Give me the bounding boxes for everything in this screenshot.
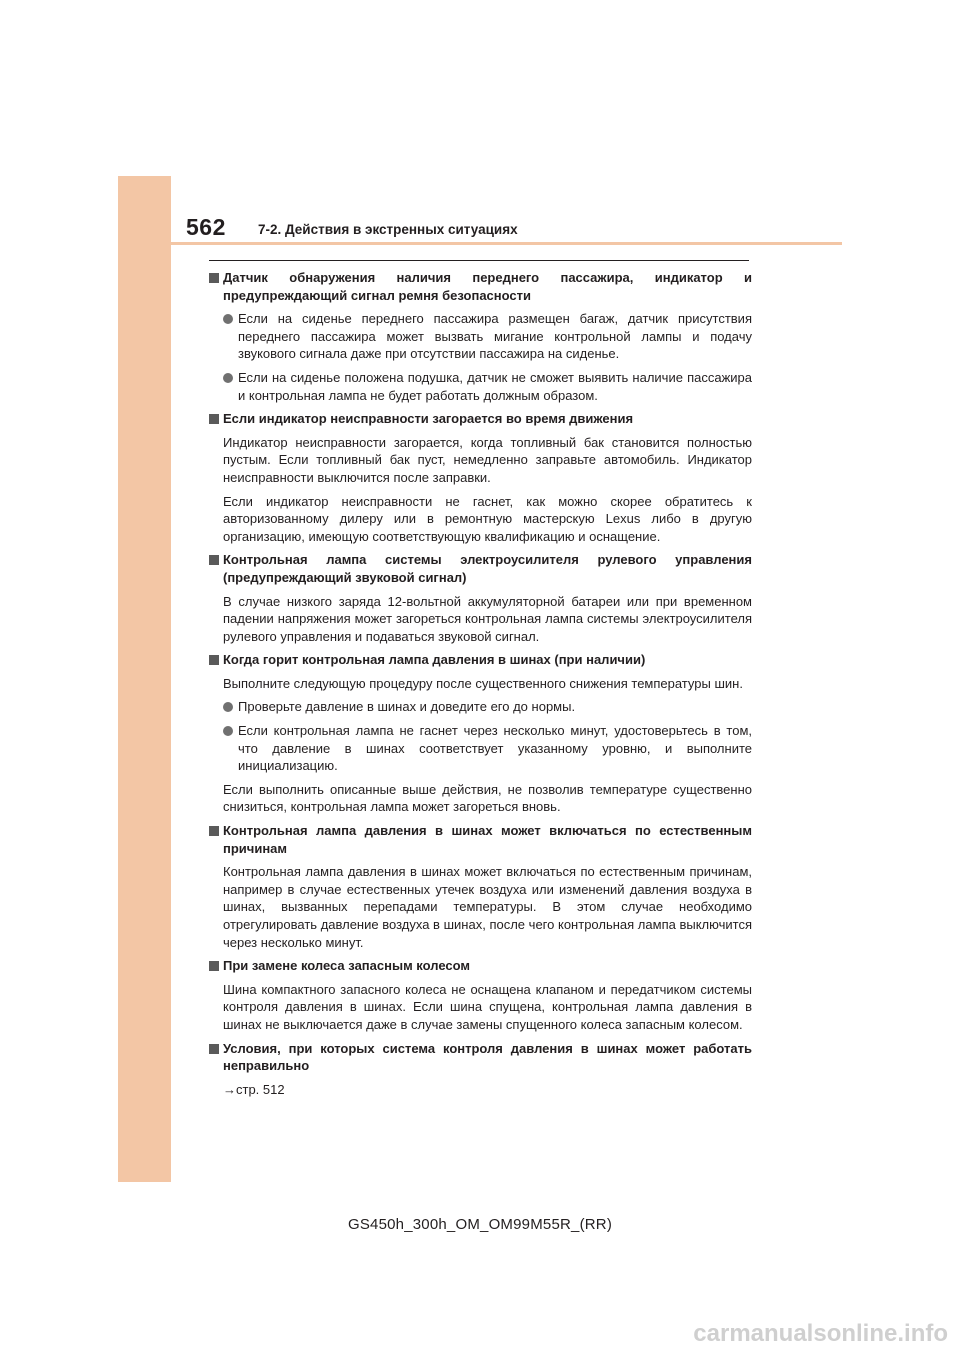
paragraph: В случае низкого заряда 12-вольтной аккумуляторной батареи или при временном падении напряжения может загореться контрольная лампа системы электроусилителя рулевого управления и подаваться звуковой сигнал. (223, 593, 752, 644)
section-heading-text: Условия, при которых система контроля давления в шинах может работать неправильно (223, 1040, 752, 1074)
section-heading-text: Датчик обнаружения наличия переднего пассажира, индикатор и предупреждающий сигнал ремня безопасности (223, 270, 752, 303)
content-body (209, 269, 752, 1098)
bullet-text: Проверьте давление в шинах и доведите его до нормы. (238, 699, 576, 715)
paragraph: Если индикатор неисправности не гаснет, как можно скорее обратитесь к авторизованному дилеру или в ремонтную мастерскую Lexus либо в другую организацию, имеющую соответствующую квалификацию и оснащение. (223, 493, 752, 544)
section-heading-text: При замене колеса запасным колесом (223, 958, 471, 974)
header-rule (171, 242, 842, 245)
section-heading (209, 551, 752, 586)
square-bullet-icon (209, 655, 219, 665)
document-code: GS450h_300h_OM_OM99M55R_(RR) (347, 1216, 613, 1233)
section-heading-text: Когда горит контрольная лампа давления в шинах (при наличии) (223, 652, 646, 668)
watermark: carmanualsonline.info (693, 1320, 948, 1347)
paragraph: Выполните следующую процедуру после существенного снижения температуры шин. (223, 675, 743, 691)
bullet-text: Если на сиденье положена подушка, датчик не сможет выявить наличие пассажира и контрольная лампа не будет работать должным образом. (238, 369, 752, 403)
bullet-item (209, 310, 752, 363)
section-heading (209, 651, 752, 669)
paragraph: Если выполнить описанные выше действия, не позволив температуре существенно снизиться, контрольная лампа может загореться вновь. (223, 781, 752, 815)
section-heading (209, 957, 752, 975)
bullet-item (209, 722, 752, 775)
page-number: 562 (186, 214, 226, 240)
round-bullet-icon (223, 373, 233, 383)
section-heading (209, 822, 752, 857)
square-bullet-icon (209, 555, 219, 565)
square-bullet-icon (209, 826, 219, 836)
paragraph: Контрольная лампа давления в шинах может включаться по естественным причинам, например в случае естественных утечек воздуха или изменений давления воздуха в шинах, вызванных перепадами температуры. В этом случае необходимо отрегулировать давление воздуха в шинах, после чего контрольная лампа выключится через несколько минут. (223, 864, 752, 950)
bullet-text: Если контрольная лампа не гаснет через несколько минут, удостоверьтесь в том, что давление в шинах соответствует указанному уровню, и выполните инициализацию. (238, 723, 752, 774)
section-heading-text: Контрольная лампа давления в шинах может включаться по естественным причинам (223, 823, 752, 856)
section-heading-text: Если индикатор неисправности загорается во время движения (223, 411, 634, 427)
side-tab-band (118, 176, 171, 1182)
bullet-item (209, 698, 752, 716)
section-title: 7-2. Действия в экстренных ситуациях (258, 222, 518, 237)
square-bullet-icon (209, 273, 219, 283)
square-bullet-icon (209, 1044, 219, 1054)
paragraph: Шина компактного запасного колеса не оснащена клапаном и передатчиком системы контроля давления в шинах. Если шина спущена, контрольная лампа давления в шинах не выключается даже в случае замены спущенного колеса запасным колесом. (223, 981, 752, 1032)
section-heading (209, 1040, 752, 1075)
page-reference-link[interactable]: →стр. 512 (223, 1081, 285, 1097)
bullet-text: Если на сиденье переднего пассажира размещен багаж, датчик присутствия переднего пассажира может вызвать мигание контрольной лампы и подачу звукового сигнала даже при отсутствии пассажира на сиденье. (238, 311, 752, 362)
paragraph: Индикатор неисправности загорается, когда топливный бак становится полностью пустым. Если топливный бак пуст, немедленно заправьте автомобиль. Индикатор неисправности выключится после заправки. (223, 434, 752, 485)
round-bullet-icon (223, 726, 233, 736)
bullet-item (209, 369, 752, 404)
square-bullet-icon (209, 414, 219, 424)
round-bullet-icon (223, 702, 233, 712)
round-bullet-icon (223, 314, 233, 324)
content-divider (209, 260, 749, 261)
section-heading (209, 410, 752, 428)
section-heading-text: Контрольная лампа системы электроусилителя рулевого управления (предупреждающий звуковой сигнал) (223, 552, 752, 585)
square-bullet-icon (209, 961, 219, 971)
section-heading (209, 269, 752, 304)
